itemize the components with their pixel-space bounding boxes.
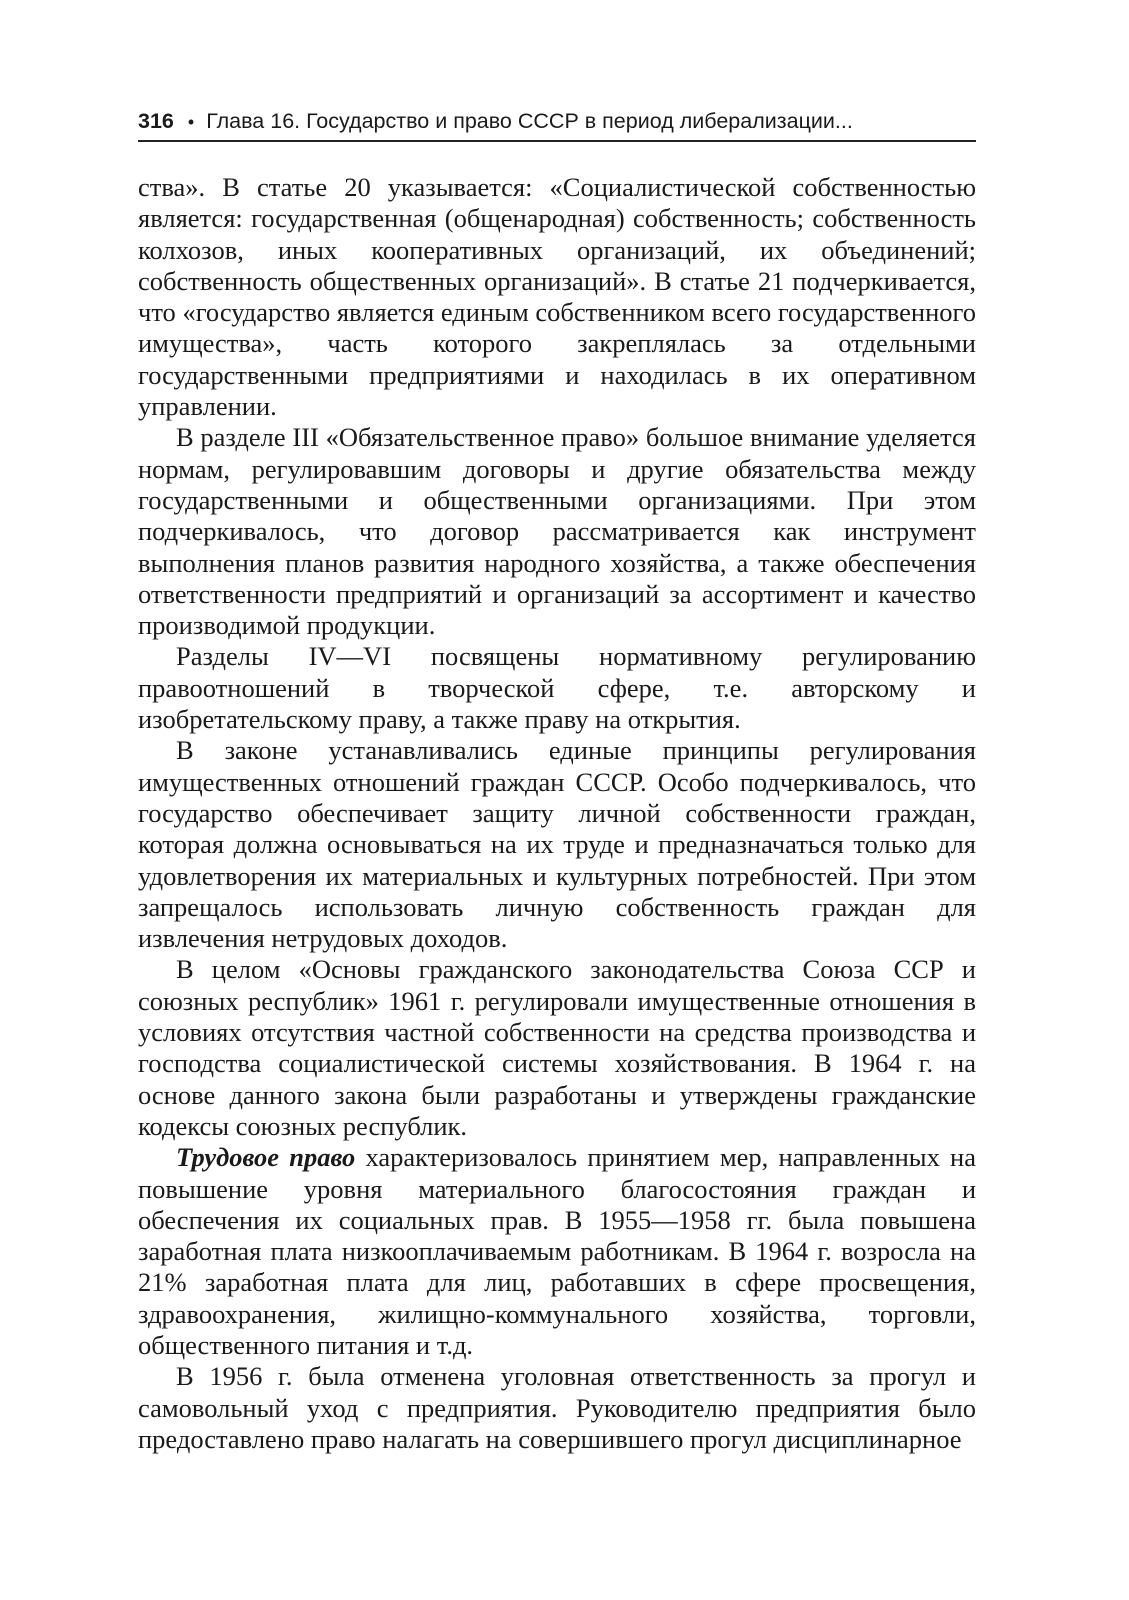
paragraph-3	[138, 641, 976, 735]
paragraph-6	[138, 1142, 976, 1361]
paragraph-7	[138, 1361, 976, 1455]
paragraph-text: В 1956 г. была отменена уголовная ответственность за прогул и самовольный уход с предприятия. Руководителю предприятия было предоставлено право налагать на совершившего прогул дисциплинарное	[138, 1361, 976, 1454]
paragraph-text: характеризовалось принятием мер, направленных на повышение уровня материального благосостояния граждан и обеспечения их социальных прав. В 1955—1958 гг. была повышена заработная плата низкооплачиваемым работникам. В 1964 г. возросла на 21% заработная плата для лиц, работавших в сфере просвещения, здравоохранения, жилищно-коммунального хозяйства, торговли, общественного питания и т.д.	[138, 1142, 976, 1360]
paragraph-text: ства». В статье 20 указывается: «Социалистической собственностью является: государственная (общенародная) собственность; собственность колхозов, иных кооперативных организаций, их объединений; собственность общественных организаций». В статье 21 подчеркивается, что «государство является единым собственником всего государственного имущества», часть которого закреплялась за отдельными государственными предприятиями и находилась в их оперативном управлении.	[138, 172, 976, 422]
paragraph-text: В целом «Основы гражданского законодательства Союза ССР и союзных республик» 1961 г. регулировали имущественные отношения в условиях отсутствия частной собственности на средства производства и господства социалистической системы хозяйствования. В 1964 г. на основе данного закона были разработаны и утверждены гражданские кодексы союзных республик.	[138, 954, 976, 1141]
paragraph-text: Разделы IV—VI посвящены нормативному регулированию правоотношений в творческой сфере, т.е. авторскому и изобретательскому праву, а также праву на открытия.	[138, 641, 976, 735]
emphasized-term: Трудовое право	[176, 1142, 356, 1173]
running-title: Глава 16. Государство и право СССР в период либерализации...	[206, 109, 853, 133]
paragraph-text: В законе устанавливались единые принципы регулирования имущественных отношений граждан СССР. Особо подчеркивалось, что государство обеспечивает защиту личной собственности граждан, которая должна основываться на их труде и предназначаться только для удовлетворения их материальных и культурных потребностей. При этом запрещалось использовать личную собственность граждан для извлечения нетрудовых доходов.	[138, 735, 976, 954]
page-number: 316	[138, 109, 174, 133]
paragraph-2	[138, 422, 976, 641]
header-bullet: •	[187, 112, 195, 132]
page-body	[138, 172, 976, 1455]
running-header	[138, 106, 976, 142]
paragraph-5	[138, 954, 976, 1142]
paragraph-text: В разделе III «Обязательственное право» большое внимание уделяется нормам, регулировавшим договоры и другие обязательства между государственными и общественными организациями. При этом подчеркивалось, что договор рассматривается как инструмент выполнения планов развития народного хозяйства, а также обеспечения ответственности предприятий и организаций за ассортимент и качество производимой продукции.	[138, 422, 976, 641]
paragraph-1	[138, 172, 976, 422]
paragraph-4	[138, 735, 976, 954]
